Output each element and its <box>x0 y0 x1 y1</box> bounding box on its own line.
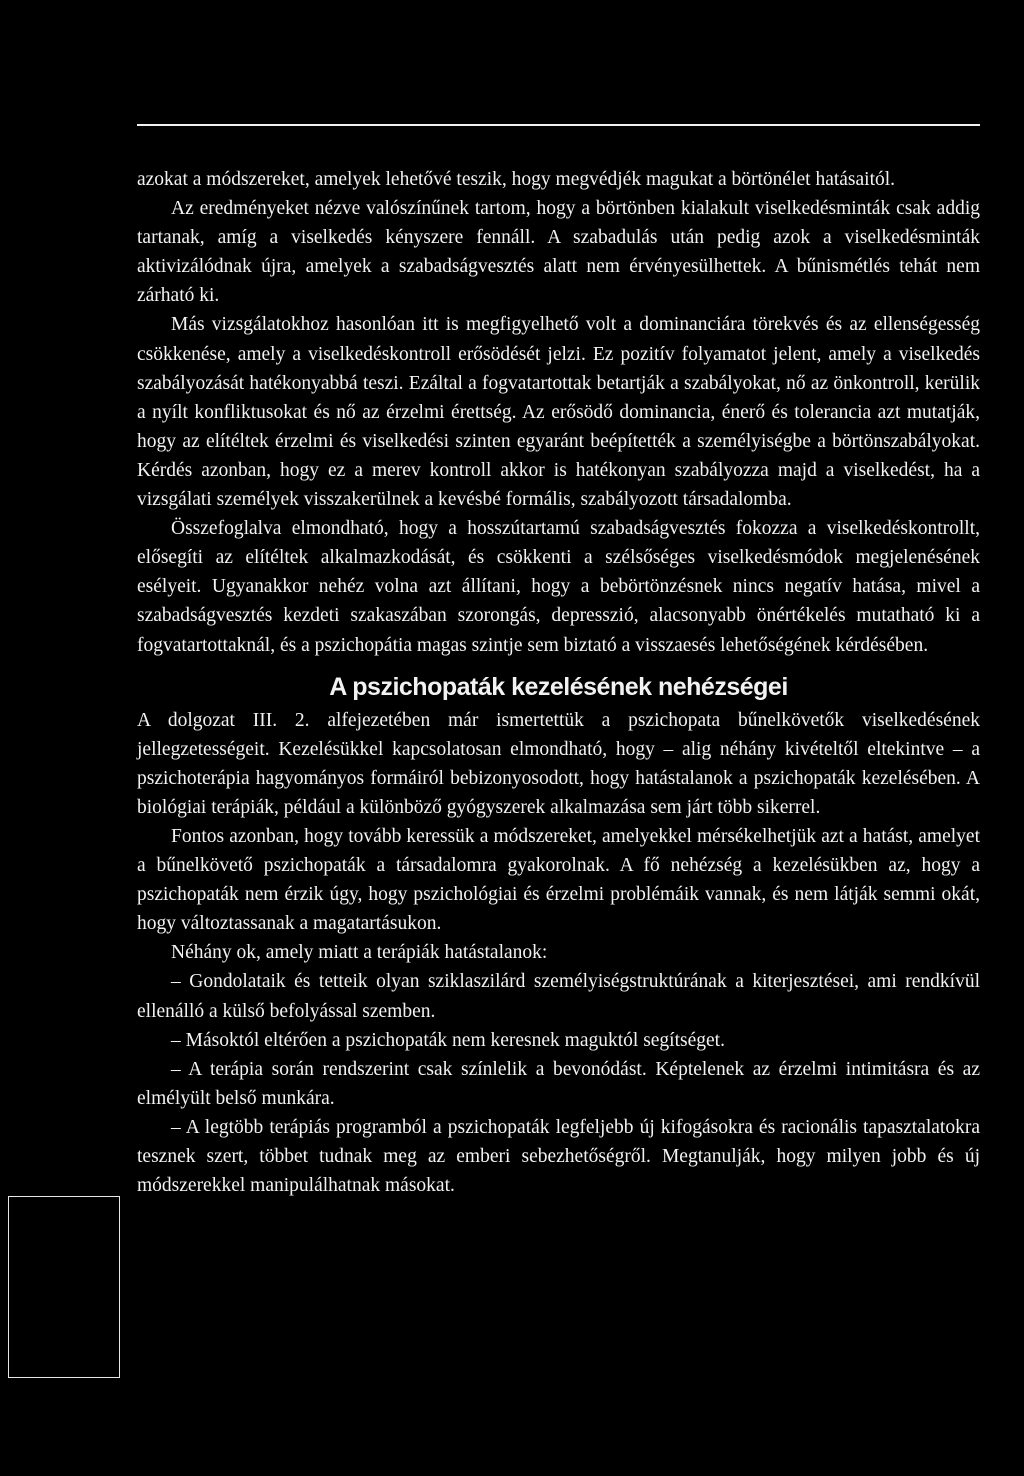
paragraph: azokat a módszereket, amelyek lehetővé teszik, hogy megvédjék magukat a börtönélet hatásaitól. <box>137 169 896 190</box>
paragraph: Az eredményeket nézve valószínűnek tartom, hogy a börtönben kialakult viselkedésminták csak addig tartanak, amíg a viselkedés kényszere fennáll. A szabadulás után pedig azok a viselkedésminták aktivizálódnak újra, amelyek a szabadságvesztés alatt nem érvényesülhettek. A bűnismétlés tehát nem zárható ki. <box>137 198 980 307</box>
paragraph: Fontos azonban, hogy tovább keressük a módszereket, amelyekkel mérsékelhetjük azt a hatást, amelyet a bűnelkövető pszichopaták a társadalomra gyakorolnak. A fő nehézség a kezelésükben az, hogy a pszichopaták nem érzik úgy, hogy pszichológiai és érzelmi problémáik vannak, és nem látják semmi okát, hogy változtassanak a magatartásukon. <box>137 825 980 935</box>
paragraph: Néhány ok, amely miatt a terápiák hatástalanok: <box>171 942 548 964</box>
margin-box <box>8 1196 120 1378</box>
list-item: – A legtöbb terápiás programból a pszichopaták legfeljebb új kifogásokra és racionális tapasztalatokra tesznek szert, többet tudnak meg az emberi sebezhetőségről. Megtanulják, hogy milyen jobb és új módszerekkel manipulálhatnak másokat. <box>137 1116 980 1197</box>
list-item: – Gondolataik és tetteik olyan sziklaszilárd személyiségstruktúrának a kiterjesztései, ami rendkívül ellenálló a külső befolyással szemben. <box>137 971 980 1022</box>
paragraph: Összefoglalva elmondható, hogy a hosszútartamú szabadságvesztés fokozza a viselkedéskontrollt, elősegíti az elítéltek alkalmazkodását, és csökkenti a szélsőséges viselkedésmódok megjelenésének esélyeit. Ugyanakkor nehéz volna azt állítani, hogy a bebörtönzésnek nincs negatív hatása, mivel a szabadságvesztés kezdeti szakaszában szorongás, depresszió, alacsonyabb önértékelés mutatható ki a fogvatartottaknál, és a pszichopátia magas szintje sem biztató a visszaesés lehetőségének kérdésében. <box>137 518 980 656</box>
list-item: – Másoktól eltérően a pszichopaták nem keresnek maguktól segítséget. <box>171 1029 725 1051</box>
paragraph: A dolgozat III. 2. alfejezetében már ismertettük a pszichopata bűnelkövetők viselkedésének jellegzetességeit. Kezelésükkel kapcsolatosan elmondható, hogy – alig néhány kivételtől eltekintve – a pszichoterápia hagyományos formáiról bebizonyosodott, hogy hatástalanok a pszichopaták kezelésében. A biológiai terápiák, például a különböző gyógyszerek alkalmazása sem járt több sikerrel. <box>137 709 980 818</box>
paragraph: Más vizsgálatokhoz hasonlóan itt is megfigyelhető volt a dominanciára törekvés és az ellenségesség csökkenése, amely a viselkedéskontroll erősödését jelzi. Ez pozitív folyamatot jelent, amely a viselkedés szabályozását hatékonyabbá teszi. Ezáltal a fogvatartottak betartják a szabályokat, nő az önkontroll, kerülik a nyílt konfliktusokat és nő az érzelmi érettség. Az erősödő dominancia, énerő és tolerancia azt mutatják, hogy az elítéltek érzelmi és viselkedési szinten egyaránt beépítették a személyiségbe a börtönszabályokat. Kérdés azonban, hogy ez a merev kontroll akkor is hatékonyan szabályozza majd a viselkedést, ha a vizsgálati személyek visszakerülnek a kevésbé formális, szabályozott társadalomba. <box>137 314 980 511</box>
header-rule <box>137 124 980 126</box>
section-heading: A pszichopaták kezelésének nehézségei <box>329 672 788 701</box>
list-item: – A terápia során rendszerint csak színlelik a bevonódást. Képtelenek az érzelmi intimitásra és az elmélyült belső munkára. <box>137 1058 980 1109</box>
page-body <box>137 165 980 1200</box>
